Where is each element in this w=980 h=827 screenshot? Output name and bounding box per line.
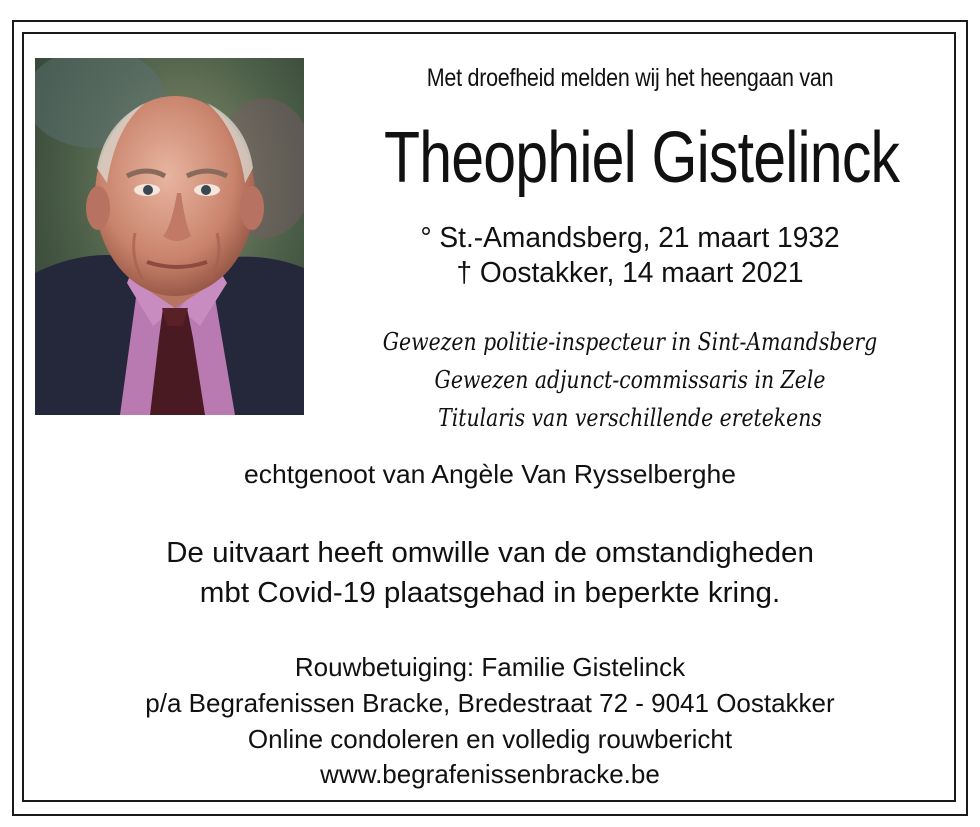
birth-line: ° St.-Amandsberg, 21 maart 1932 [420, 222, 840, 254]
intro-text: Met droefheid melden wij het heengaan van [426, 64, 834, 92]
career-title: Gewezen politie-inspecteur in Sint-Amandsberg [382, 328, 878, 356]
online-condolence-text: Online condoleren en volledig rouwbericht [247, 724, 733, 754]
funeral-home-address: p/a Begrafenissen Bracke, Bredestraat 72 - 9041 Oostakker [145, 688, 835, 718]
career-title: Gewezen adjunct-commissaris in Zele [434, 366, 826, 394]
condolence-contact: Rouwbetuiging: Familie Gistelinck [294, 652, 686, 682]
deceased-name: Theophiel Gistelinck [384, 118, 900, 198]
funeral-text: mbt Covid-19 plaatsgehad in beperkte kring. [199, 577, 781, 609]
death-line: † Oostakker, 14 maart 2021 [456, 257, 804, 289]
career-title: Titularis van verschillende eretekens [438, 404, 822, 432]
website-link[interactable]: www.begrafenissenbracke.be [320, 759, 660, 789]
funeral-text: De uitvaart heeft omwille van de omstandigheden [166, 537, 814, 569]
portrait-photo [35, 58, 304, 415]
spouse-line: echtgenoot van Angèle Van Rysselberghe [244, 459, 736, 489]
